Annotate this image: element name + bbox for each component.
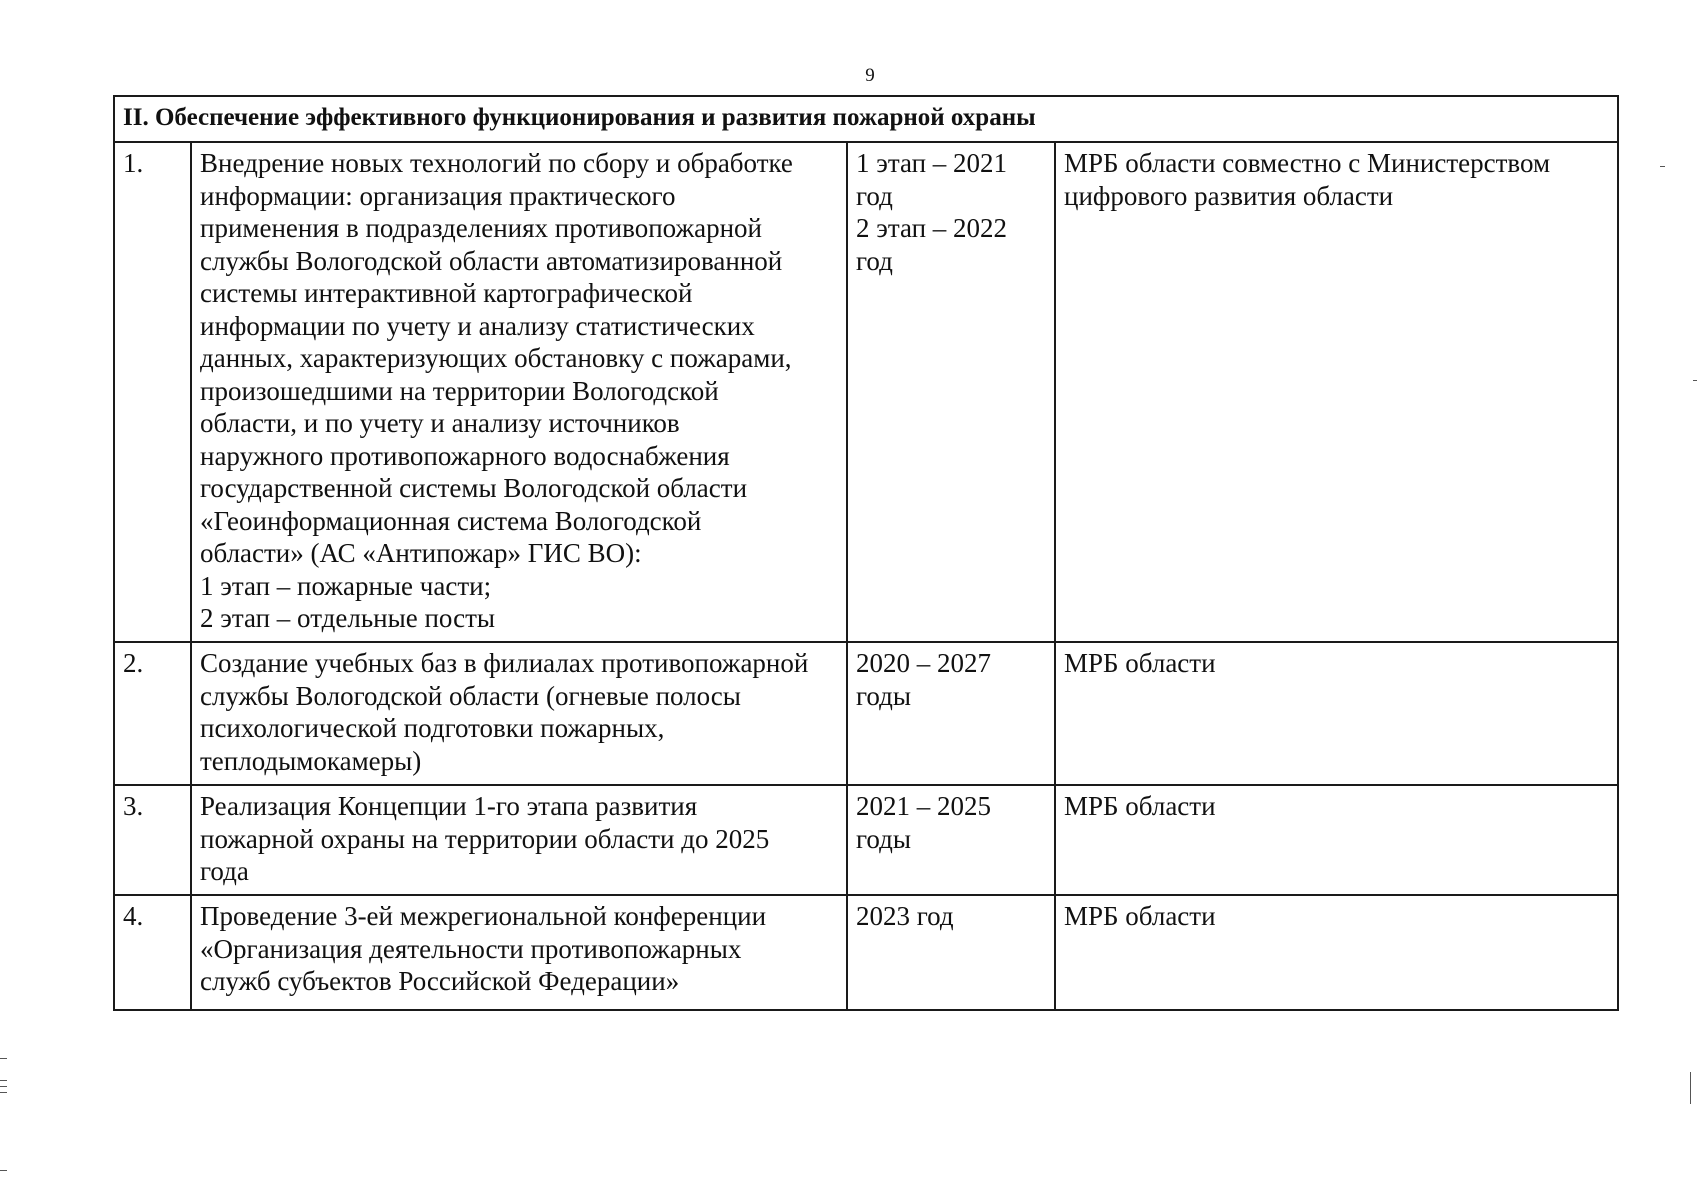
page-number: 9 <box>865 65 875 86</box>
section-header-row <box>114 96 1618 142</box>
plan-table <box>113 95 1619 1011</box>
table-row <box>114 895 1618 1010</box>
scan-mark <box>0 1080 7 1081</box>
row-responsible: МРБ области <box>1055 785 1618 895</box>
row-description: Создание учебных баз в филиалах противопожарной службы Вологодской области (огневые полосы психологической подготовки пожарных, теплодымокамеры) <box>191 642 847 785</box>
row-responsible: МРБ области совместно с Министерством цифрового развития области <box>1055 142 1618 642</box>
row-term: 2020 – 2027 годы <box>847 642 1055 785</box>
row-term: 1 этап – 2021 год 2 этап – 2022 год <box>847 142 1055 642</box>
row-number: 3. <box>114 785 191 895</box>
row-number: 2. <box>114 642 191 785</box>
row-responsible: МРБ области <box>1055 642 1618 785</box>
row-number: 4. <box>114 895 191 1010</box>
row-number: 1. <box>114 142 191 642</box>
table-row <box>114 642 1618 785</box>
row-description: Реализация Концепции 1-го этапа развития пожарной охраны на территории области до 2025 года <box>191 785 847 895</box>
scan-mark <box>1660 166 1665 167</box>
scan-mark <box>0 1170 7 1171</box>
scan-mark <box>0 1058 7 1059</box>
scan-mark <box>1690 1072 1691 1104</box>
row-responsible: МРБ области <box>1055 895 1618 1010</box>
table-row <box>114 785 1618 895</box>
scan-mark <box>1693 380 1697 381</box>
scan-mark <box>0 1092 7 1093</box>
row-description: Внедрение новых технологий по сбору и обработке информации: организация практического применения в подразделениях противопожарной службы Вологодской области автоматизированной системы интерактивной картографической информации по учету и анализу статистических данных, характеризующих обстановку с пожарами, произошедшими на территории Вологодской области, и по учету и анализу источников наружного противопожарного водоснабжения государственной системы Вологодской области «Геоинформационная система Вологодской области» (АС «Антипожар» ГИС ВО): 1 этап – пожарные части; 2 этап – отдельные посты <box>191 142 847 642</box>
row-description: Проведение 3-ей межрегиональной конференции «Организация деятельности противопожарных служб субъектов Российской Федерации» <box>191 895 847 1010</box>
row-term: 2023 год <box>847 895 1055 1010</box>
table-row <box>114 142 1618 642</box>
row-term: 2021 – 2025 годы <box>847 785 1055 895</box>
scan-mark <box>0 1086 7 1087</box>
section-title: II. Обеспечение эффективного функционирования и развития пожарной охраны <box>114 96 1618 142</box>
